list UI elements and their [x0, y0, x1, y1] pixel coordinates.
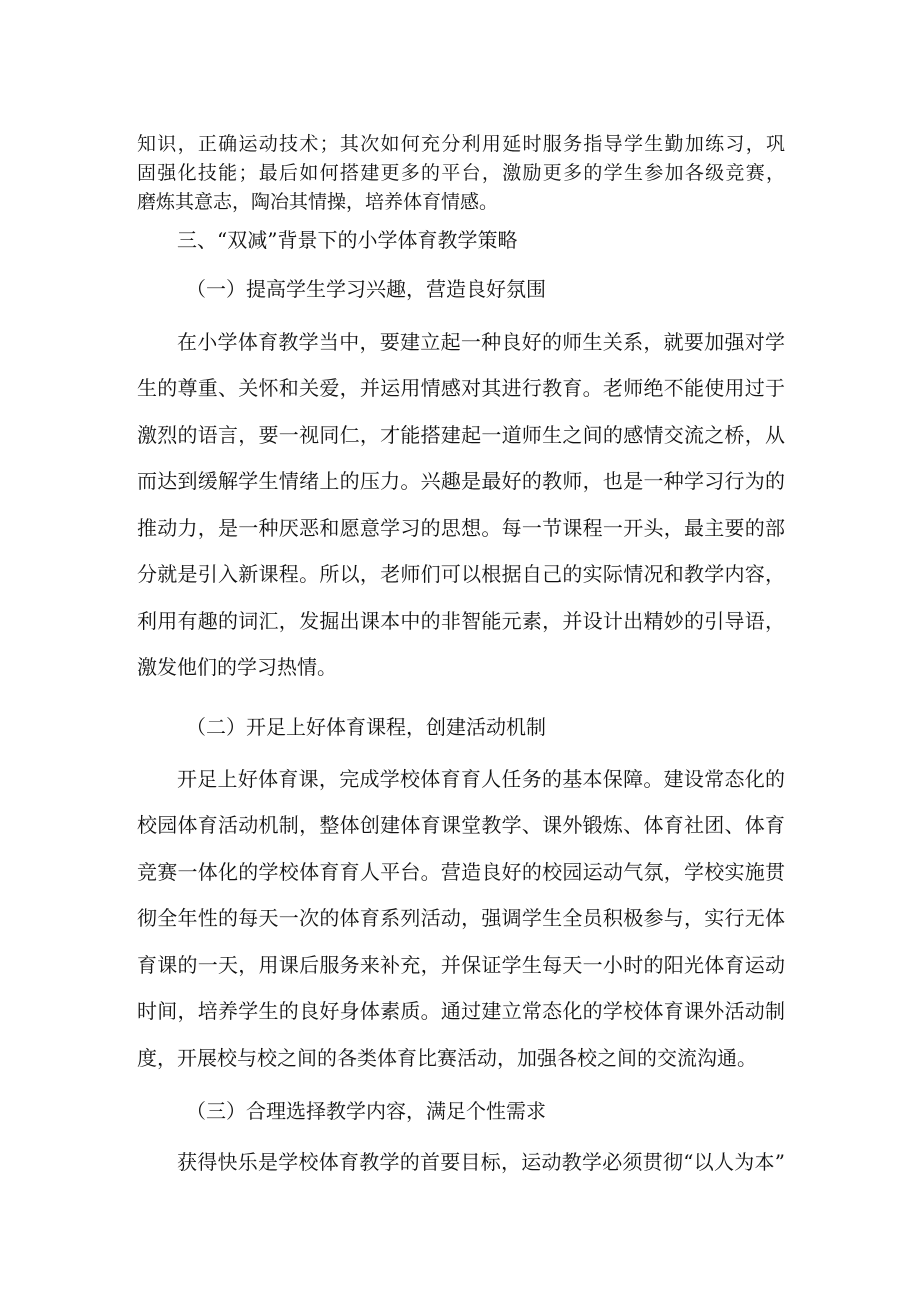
section-heading: 三、“双减”背景下的小学体育教学策略 — [177, 228, 518, 252]
paragraph-line: 固强化技能；最后如何搭建更多的平台，激励更多的学生参加各级竞赛， — [137, 162, 785, 184]
paragraph-line: 校园体育活动机制，整体创建体育课堂教学、课外锻炼、体育社团、体育 — [137, 813, 785, 837]
paragraph-line: 而达到缓解学生情绪上的压力。兴趣是最好的教师，也是一种学习行为的 — [137, 469, 785, 493]
paragraph-line: 竞赛一体化的学校体育育人平台。营造良好的校园运动气氛，学校实施贯 — [137, 860, 785, 884]
subsection-heading: （三）合理选择教学内容，满足个性需求 — [186, 1099, 546, 1123]
paragraph-line: 推动力，是一种厌恶和愿意学习的思想。每一节课程一开头，最主要的部 — [137, 516, 785, 540]
paragraph-line: 磨炼其意志，陶冶其情操，培养体育情感。 — [137, 191, 499, 213]
paragraph-line: 激发他们的学习热情。 — [137, 655, 337, 679]
paragraph-line: 激烈的语言，要一视同仁，才能搭建起一道师生之间的感情交流之桥，从 — [137, 423, 785, 447]
paragraph-line: 在小学体育教学当中，要建立起一种良好的师生关系，就要加强对学 — [177, 330, 785, 354]
subsection-heading: （二）开足上好体育课程，创建活动机制 — [186, 715, 546, 739]
subsection-heading: （一）提高学生学习兴趣，营造良好氛围 — [186, 277, 546, 301]
paragraph-line: 利用有趣的词汇，发掘出课本中的非智能元素，并设计出精妙的引导语， — [137, 609, 785, 633]
paragraph-line: 知识，正确运动技术；其次如何充分利用延时服务指导学生勤加练习，巩 — [137, 133, 785, 155]
paragraph-line: 分就是引入新课程。所以，老师们可以根据自己的实际情况和教学内容， — [137, 562, 785, 586]
paragraph-line: 获得快乐是学校体育教学的首要目标，运动教学必须贯彻“以人为本” — [177, 1150, 785, 1174]
paragraph-line: 彻全年性的每天一次的体育系列活动，强调学生全员积极参与，实行无体 — [137, 906, 785, 930]
paragraph-line: 时间，培养学生的良好身体素质。通过建立常态化的学校体育课外活动制 — [137, 999, 785, 1023]
paragraph-line: 育课的一天，用课后服务来补充，并保证学生每天一小时的阳光体育运动 — [137, 953, 785, 977]
paragraph-line: 开足上好体育课，完成学校体育育人任务的基本保障。建设常态化的 — [177, 767, 785, 791]
paragraph-line: 度，开展校与校之间的各类体育比赛活动，加强各校之间的交流沟通。 — [137, 1046, 757, 1070]
paragraph-line: 生的尊重、关怀和关爱，并运用情感对其进行教育。老师绝不能使用过于 — [137, 376, 785, 400]
